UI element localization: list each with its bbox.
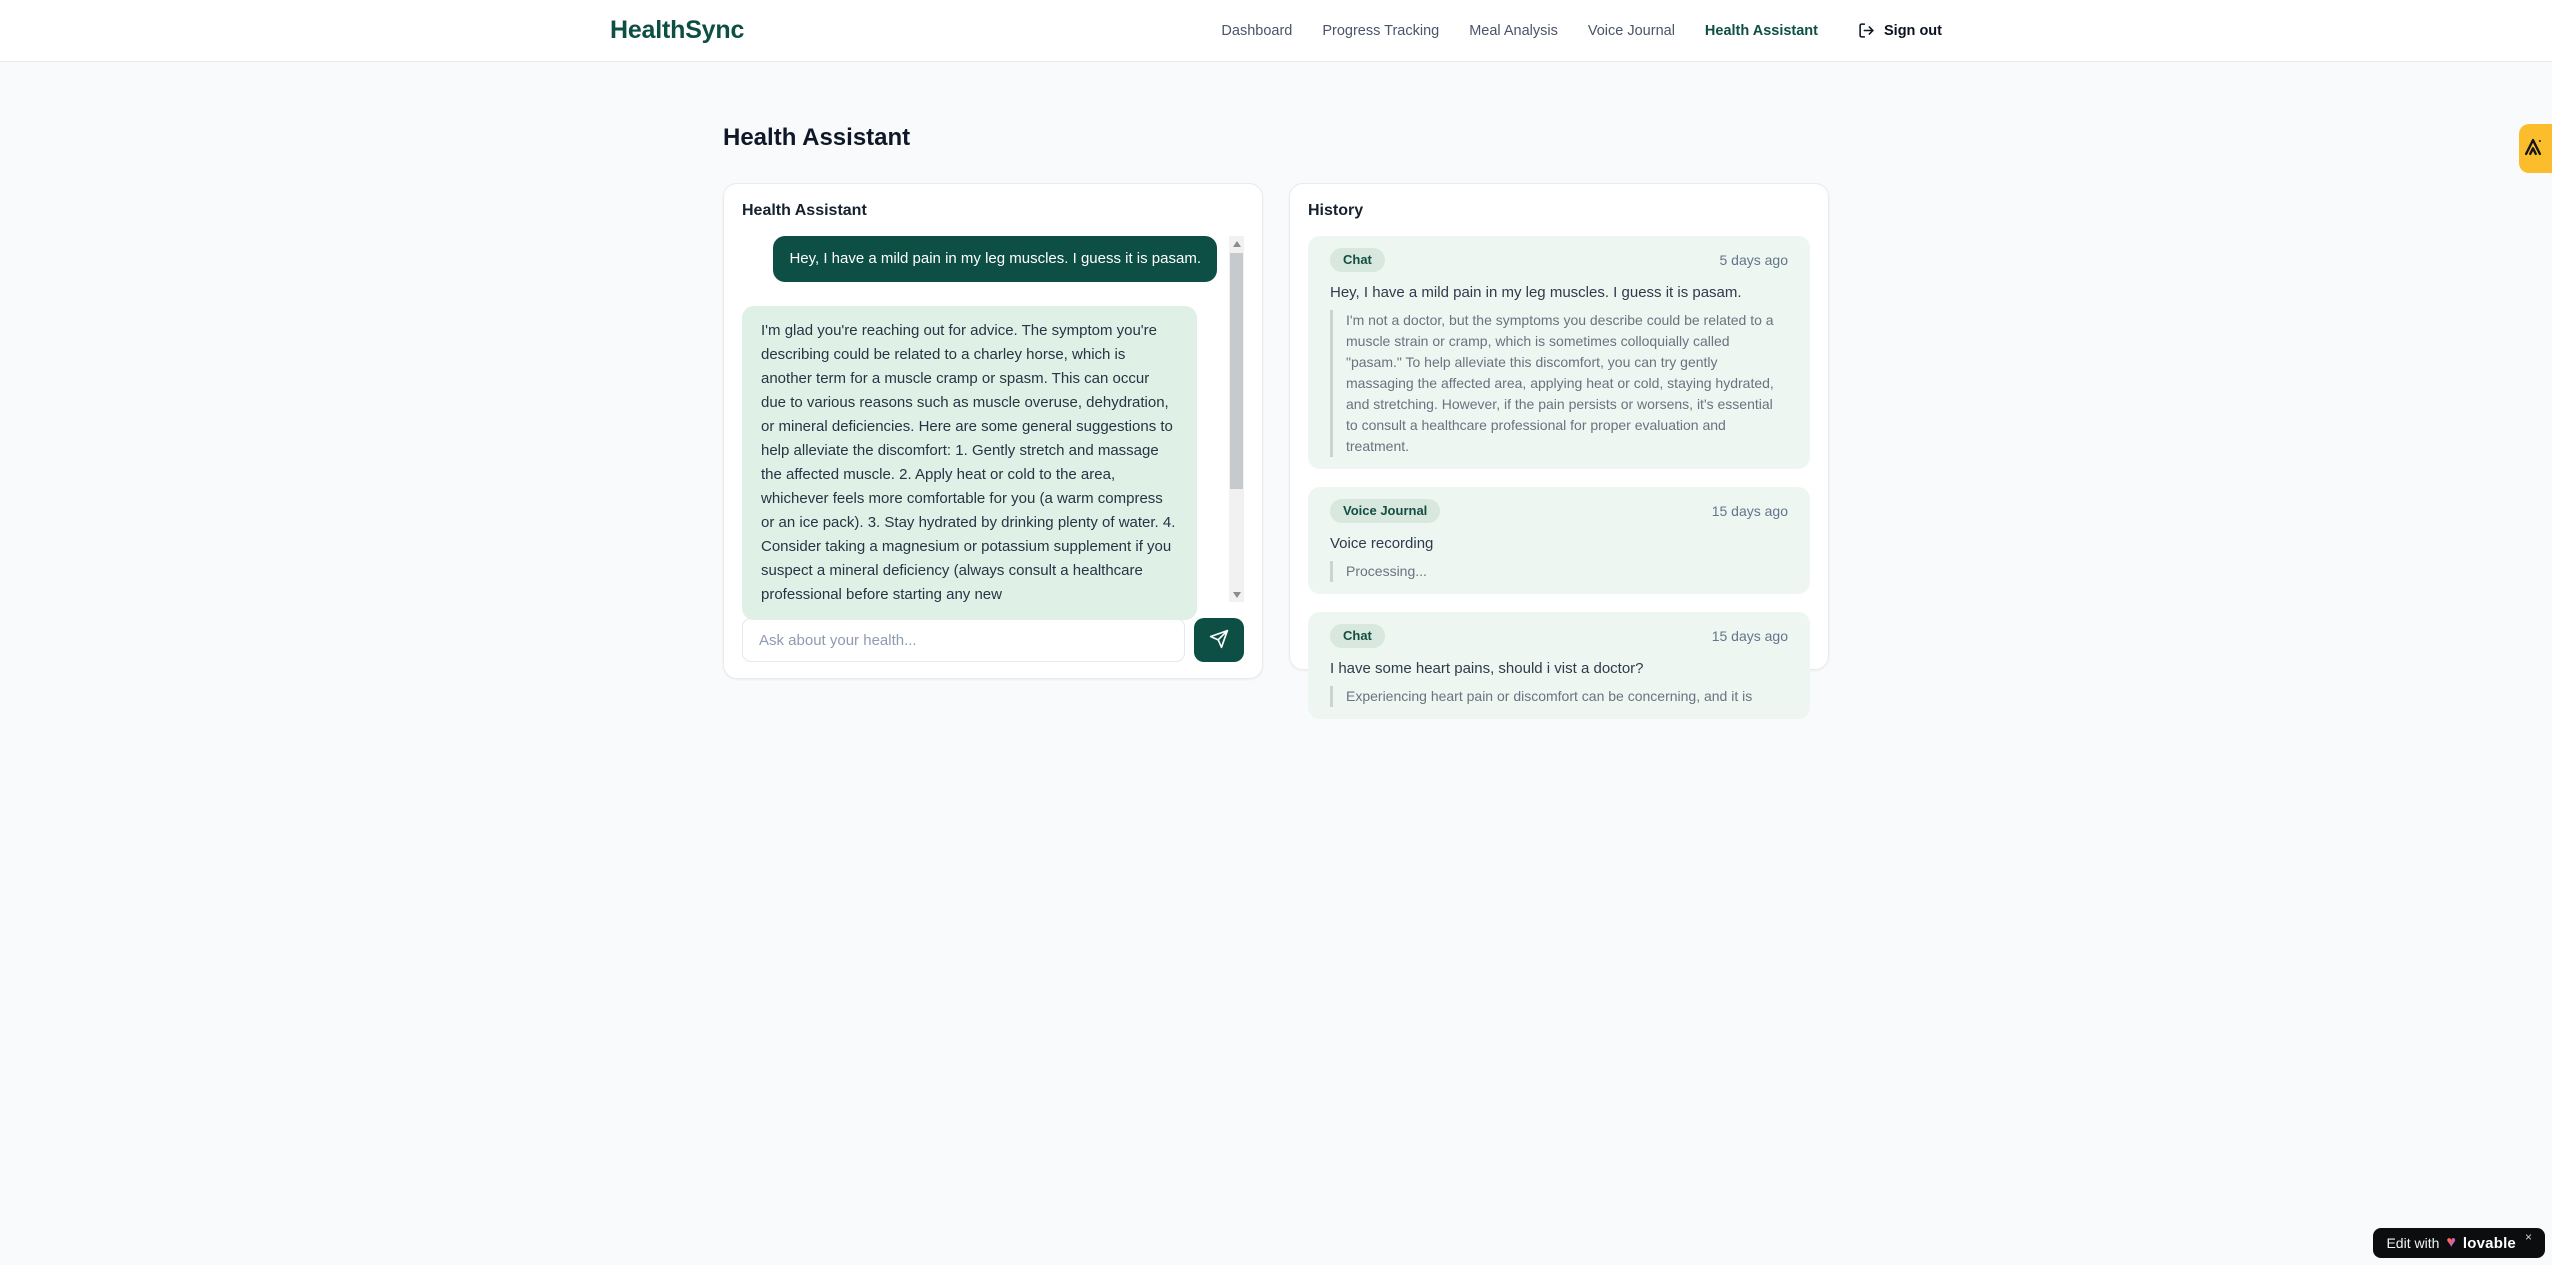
entry-type-badge: Chat	[1330, 624, 1385, 648]
entry-message: Voice recording	[1330, 535, 1434, 552]
entry-timestamp: 5 days ago	[1719, 252, 1788, 268]
history-card	[1289, 183, 1829, 704]
scrollbar-down-arrow-icon[interactable]	[1229, 587, 1244, 602]
nav-item-voice-journal[interactable]: Voice Journal	[1587, 22, 1675, 39]
entry-timestamp: 15 days ago	[1711, 503, 1788, 519]
paper-plane-icon	[1209, 629, 1229, 652]
entry-message: I have some heart pains, should i vist a doctor?	[1330, 660, 1644, 677]
entry-timestamp: 15 days ago	[1711, 628, 1788, 644]
nav-item-health-assistant[interactable]: Health Assistant	[1704, 22, 1818, 39]
main-content	[723, 62, 1829, 704]
app-logo[interactable]: HealthSync	[610, 16, 745, 44]
entry-type-badge: Chat	[1330, 248, 1385, 272]
history-entry[interactable]	[1308, 612, 1810, 719]
chat-scrollbar[interactable]	[1229, 236, 1244, 602]
entry-response: Experiencing heart pain or discomfort can be concerning, and it is	[1330, 686, 1788, 707]
top-navigation-bar	[0, 0, 2552, 62]
entry-message: Hey, I have a mild pain in my leg muscles. I guess it is pasam.	[1330, 284, 1742, 301]
entry-response: Processing...	[1330, 561, 1788, 582]
health-question-input[interactable]	[742, 618, 1185, 662]
sign-out-button[interactable]	[1858, 22, 1942, 39]
scrollbar-thumb[interactable]	[1230, 253, 1243, 489]
lovable-prefix-label: Edit with	[2386, 1235, 2440, 1251]
send-message-button[interactable]	[1194, 618, 1244, 662]
page-title: Health Assistant	[723, 124, 911, 151]
history-entry[interactable]	[1308, 236, 1810, 469]
sign-out-label: Sign out	[1884, 22, 1942, 39]
nav-item-meal-analysis[interactable]: Meal Analysis	[1469, 22, 1558, 39]
history-card-title: History	[1308, 202, 1364, 219]
logout-icon	[1858, 22, 1875, 39]
chat-composer	[742, 618, 1244, 662]
nav-item-dashboard[interactable]: Dashboard	[1221, 22, 1293, 39]
edit-with-lovable-badge[interactable]	[2373, 1228, 2545, 1258]
lambda-logo-icon	[2522, 136, 2544, 161]
chat-user-message: Hey, I have a mild pain in my leg muscles. I guess it is pasam.	[773, 236, 1217, 282]
lovable-heart-icon: ♥	[2446, 1234, 2456, 1251]
chat-messages-area	[742, 236, 1244, 602]
nav-item-progress-tracking[interactable]: Progress Tracking	[1322, 22, 1440, 39]
entry-response: I'm not a doctor, but the symptoms you describe could be related to a muscle strain or cramp, which is sometimes colloquially called "pasam." To help alleviate this discomfort, you can try gently massaging the affected area, applying heat or cold, staying hydrated, and stretching. However, if the pain persists or worsens, it's essential to consult a healthcare professional for proper evaluation and treatment.	[1330, 310, 1788, 457]
history-entry[interactable]	[1308, 487, 1810, 594]
lovable-close-icon[interactable]: ×	[2524, 1230, 2532, 1244]
history-entries-list	[1308, 236, 1810, 704]
lovable-brand-label: lovable	[2462, 1234, 2516, 1252]
chat-card-title: Health Assistant	[742, 202, 867, 219]
side-feedback-badge[interactable]	[2519, 124, 2552, 173]
main-nav	[1221, 22, 1942, 39]
scrollbar-up-arrow-icon[interactable]	[1229, 236, 1244, 251]
chat-assistant-message: I'm glad you're reaching out for advice. The symptom you're describing could be related to a charley horse, which is another term for a muscle cramp or spasm. This can occur due to various reasons such as muscle overuse, dehydration, or mineral deficiencies. Here are some general suggestions to help alleviate the discomfort: 1. Gently stretch and massage the affected muscle. 2. Apply heat or cold to the area, whichever feels more comfortable for you (a warm compress or an ice pack). 3. Stay hydrated by drinking plenty of water. 4. Consider taking a magnesium or potassium supplement if you suspect a mineral deficiency (always consult a healthcare professional before starting any new	[742, 306, 1197, 620]
health-assistant-chat-card	[723, 183, 1263, 679]
entry-type-badge: Voice Journal	[1330, 499, 1440, 523]
